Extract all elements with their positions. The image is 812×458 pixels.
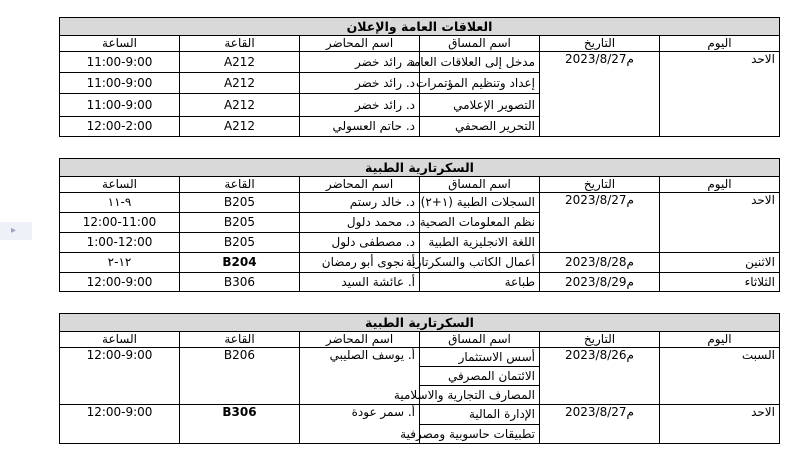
cell-course: التحرير الصحفي	[420, 117, 540, 137]
cell-instructor: أ. سمر عودة	[300, 405, 420, 444]
header-room: القاعة	[180, 177, 300, 193]
table-row	[60, 405, 780, 425]
cell-room: A212	[180, 117, 300, 137]
cell-date: 2023/8/28م	[540, 253, 660, 273]
header-day: اليوم	[660, 332, 780, 348]
table-row	[60, 193, 780, 213]
cell-course: التصوير الإعلامي	[420, 94, 540, 117]
cell-room: A212	[180, 94, 300, 117]
cell-course: المصارف التجارية والاسلامية	[420, 386, 540, 405]
header-date: التاريخ	[540, 36, 660, 52]
cell-date: 2023/8/27م	[540, 52, 660, 137]
table-title: العلاقات العامة والإعلان	[60, 18, 780, 36]
cell-time: 12:00-9:00	[60, 348, 180, 405]
cell-room: B205	[180, 233, 300, 253]
table-row	[60, 273, 780, 292]
cell-day: الثلاثاء	[660, 273, 780, 292]
header-course: اسم المساق	[420, 332, 540, 348]
cell-time: 11:00-9:00	[60, 94, 180, 117]
table-row	[60, 348, 780, 367]
cell-time: 1:00-12:00	[60, 233, 180, 253]
header-day: اليوم	[660, 177, 780, 193]
cell-date: 2023/8/27م	[540, 405, 660, 444]
cell-instructor: أ. نجوى أبو رمضان	[300, 253, 420, 273]
cell-date: 2023/8/29م	[540, 273, 660, 292]
table-title: السكرتارية الطبية	[60, 159, 780, 177]
header-time: الساعة	[60, 177, 180, 193]
schedule-table-medical-secretary	[59, 158, 780, 292]
cell-room: B306	[180, 273, 300, 292]
table-row	[60, 52, 780, 73]
cell-course: اللغة الانجليزية الطبية	[420, 233, 540, 253]
header-course: اسم المساق	[420, 36, 540, 52]
cell-time: ١٢-٢	[60, 253, 180, 273]
cell-day: الاحد	[660, 52, 780, 137]
header-instructor: اسم المحاضر	[300, 177, 420, 193]
cell-room: B306	[180, 405, 300, 444]
cell-day: السبت	[660, 348, 780, 405]
cell-day: الاثنين	[660, 253, 780, 273]
header-instructor: اسم المحاضر	[300, 36, 420, 52]
table-title: السكرتارية الطبية	[60, 314, 780, 332]
cell-instructor: د. خالد رستم	[300, 193, 420, 213]
table-row	[60, 253, 780, 273]
cell-instructor: د. رائد خضر	[300, 52, 420, 73]
cell-room: A212	[180, 73, 300, 94]
cell-instructor: د. محمد دلول	[300, 213, 420, 233]
cell-course: إعداد وتنظيم المؤتمرات	[420, 73, 540, 94]
cell-time: 12:00-9:00	[60, 405, 180, 444]
header-day: اليوم	[660, 36, 780, 52]
cell-instructor: د. حاتم العسولي	[300, 117, 420, 137]
chevron-icon: ▸	[11, 225, 17, 236]
schedule-table-banking	[59, 313, 780, 444]
header-time: الساعة	[60, 36, 180, 52]
cell-day: الاحد	[660, 405, 780, 444]
header-room: القاعة	[180, 332, 300, 348]
cell-course: أسس الاستثمار	[420, 348, 540, 367]
cell-room: B205	[180, 193, 300, 213]
header-course: اسم المساق	[420, 177, 540, 193]
page-side-marker[interactable]	[0, 222, 32, 240]
cell-course: نظم المعلومات الصحية	[420, 213, 540, 233]
cell-course: الإدارة المالية	[420, 405, 540, 425]
cell-course: طباعة	[420, 273, 540, 292]
cell-instructor: أ. يوسف الصليبي	[300, 348, 420, 405]
header-date: التاريخ	[540, 177, 660, 193]
cell-time: 12:00-11:00	[60, 213, 180, 233]
header-room: القاعة	[180, 36, 300, 52]
header-time: الساعة	[60, 332, 180, 348]
cell-course: تطبيقات حاسوبية ومصرفية	[420, 425, 540, 444]
cell-instructor: د. مصطفى دلول	[300, 233, 420, 253]
schedule-table-public-relations	[59, 17, 780, 137]
cell-day: الاحد	[660, 193, 780, 253]
cell-instructor: د. رائد خضر	[300, 73, 420, 94]
cell-room: B206	[180, 348, 300, 405]
cell-instructor: أ. عائشة السيد	[300, 273, 420, 292]
cell-time: 12:00-9:00	[60, 273, 180, 292]
cell-time: 11:00-9:00	[60, 73, 180, 94]
cell-time: 11:00-9:00	[60, 52, 180, 73]
cell-date: 2023/8/26م	[540, 348, 660, 405]
cell-course: مدخل إلى العلاقات العامة	[420, 52, 540, 73]
header-instructor: اسم المحاضر	[300, 332, 420, 348]
cell-date: 2023/8/27م	[540, 193, 660, 253]
cell-room: A212	[180, 52, 300, 73]
cell-time: 12:00-2:00	[60, 117, 180, 137]
cell-course: أعمال الكاتب والسكرتارية	[420, 253, 540, 273]
cell-room: B205	[180, 213, 300, 233]
cell-instructor: د. رائد خضر	[300, 94, 420, 117]
cell-course: السجلات الطبية (١+٢)	[420, 193, 540, 213]
header-date: التاريخ	[540, 332, 660, 348]
cell-time: ٩-١١	[60, 193, 180, 213]
cell-room: B204	[180, 253, 300, 273]
cell-course: الائتمان المصرفي	[420, 367, 540, 386]
